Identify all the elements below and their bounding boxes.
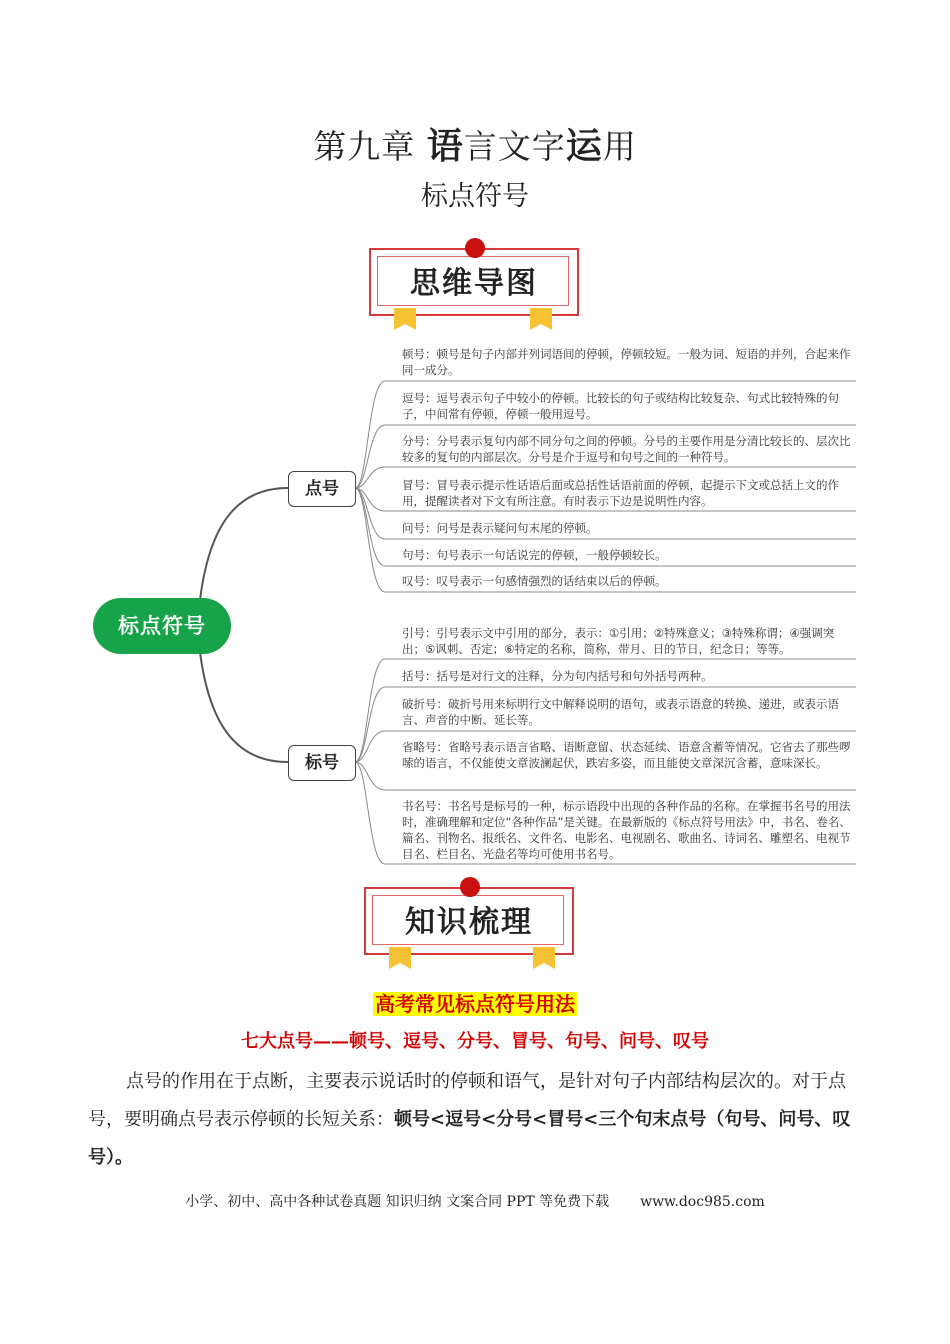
chapter-title: 第九章 语言文字运用 (313, 126, 637, 167)
node-dianhao: 点号 (288, 471, 356, 507)
knowledge-banner-label: 知识梳理 (405, 905, 533, 940)
leaf-shuminghao: 书名号：书名号是标号的一种，标示语段中出现的各种作品的名称。在掌握书名号的用法时，准确理解和定位“各种作品”是关键。在最新版的《标点符号用法》中，书名、卷名、篇名、刊物名、报纸名、文件名、电影名、电视剧名、歌曲名、诗词名、雕塑名、电视节目名、栏目名、光盘名等均可使用书名号。 (402, 799, 851, 861)
leaf-juhao: 句号：句号表示一句话说完的停顿，一般停顿较长。 (402, 548, 667, 562)
leaf-fenhao: 分号：分号表示复句内部不同分句之间的停顿。分号的主要作用是分清比较长的、层次比较多的复句的内部层次。分号是介于逗号和句号之间的一种符号。 (402, 434, 851, 464)
body-paragraph: 点号的作用在于点断，主要表示说话时的停顿和语气，是针对句子内部结构层次的。对于点号，要明确点号表示停顿的长短关系：顿号<逗号<分号<冒号<三个句末点号（句号、问号、叹号）。 (88, 1071, 851, 1168)
leaf-yinhao: 引号：引号表示文中引用的部分，表示：①引用；②特殊意义；③特殊称谓；④强调突出；⑤讽刺、否定；⑥特定的名称，简称，带月、日的节日，纪念日；等等。 (402, 626, 835, 656)
bold-emphasis: 顿号<逗号<分号<冒号<三个句末点号（句号、问号、叹号）。 (88, 1109, 851, 1168)
leaf-maohao: 冒号：冒号表示提示性话语后面或总括性话语前面的停顿，起提示下文或总括上文的作用，提醒读者对下文有所注意。有时表示下边是说明性内容。 (402, 478, 839, 508)
highlight-heading: 高考常见标点符号用法 (375, 992, 575, 1016)
chapter-number: 第九章 (313, 127, 416, 166)
leaf-douhao: 逗号：逗号表示句子中较小的停顿。比较长的句子或结构比较复杂、句式比较特殊的句子，中间常有停顿，停顿一般用逗号。 (402, 391, 839, 421)
mindmap-banner-label: 思维导图 (410, 266, 538, 301)
leaf-kuohao: 括号：括号是对行文的注释，分为句内括号和句外括号两种。 (402, 669, 713, 683)
leaf-dunhao: 顿号：顿号是句子内部并列词语间的停顿，停顿较短。一般为词、短语的并列，合起来作同一成分。 (402, 347, 851, 377)
red-dot-icon (460, 877, 480, 897)
leaf-wenhao: 问号：问号是表示疑问句末尾的停顿。 (402, 521, 598, 535)
mindmap-root: 标点符号 (93, 598, 231, 654)
section-subtitle: 标点符号 (421, 181, 529, 212)
footer-url[interactable]: www.doc985.com (640, 1194, 765, 1210)
leaf-shenglvehao: 省略号：省略号表示语言省略、语断意留、状态延续、语意含蓄等情况。它省去了那些啰嗦的语言，不仅能使文章波澜起伏，跌宕多姿，而且能使文章深沉含蓄，意味深长。 (402, 740, 851, 770)
knowledge-banner (364, 877, 574, 963)
leaf-tanhao: 叹号：叹号表示一句感情强烈的话结束以后的停顿。 (402, 574, 667, 588)
node-biaohao: 标号 (288, 745, 356, 781)
red-subheading: 七大点号——顿号、逗号、分号、冒号、句号、问号、叹号 (241, 1031, 709, 1052)
leaf-pozhehao: 破折号：破折号用来标明行文中解释说明的语句，或表示语意的转换、递进，或表示语言、声音的中断、延长等。 (402, 697, 839, 727)
footer: 小学、初中、高中各种试卷真题 知识归纳 文案合同 PPT 等免费下载 www.doc985.com (185, 1194, 765, 1210)
